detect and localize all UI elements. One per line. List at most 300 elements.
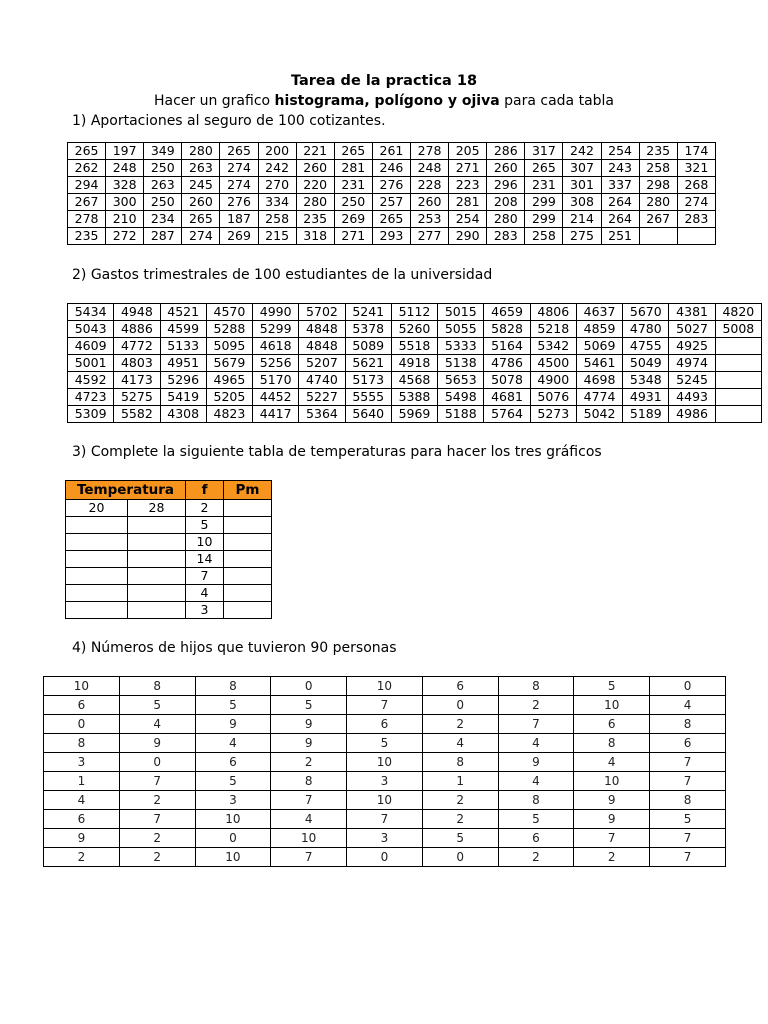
table-cell: 281	[334, 160, 372, 177]
table-cell	[128, 517, 186, 534]
table-cell: 271	[449, 160, 487, 177]
table-cell: 260	[487, 160, 525, 177]
table-cell: 269	[220, 228, 258, 245]
table-cell: 274	[677, 194, 715, 211]
table-row	[68, 321, 762, 338]
table-row	[68, 160, 716, 177]
table-cell: 5299	[253, 321, 299, 338]
table-cell: 5	[422, 829, 498, 848]
table-cell: 5364	[299, 406, 345, 423]
table-cell	[128, 551, 186, 568]
table-cell	[224, 602, 272, 619]
table-cell: 264	[601, 194, 639, 211]
table-row	[66, 500, 272, 517]
table-cell: 231	[334, 177, 372, 194]
table-cell: 4659	[484, 304, 530, 321]
table-cell: 5	[347, 734, 423, 753]
table-cell: 2	[422, 715, 498, 734]
table-cell: 334	[258, 194, 296, 211]
table-cell: 4	[650, 696, 726, 715]
table-cell: 5043	[68, 321, 114, 338]
table-cell	[224, 534, 272, 551]
table-cell: 293	[372, 228, 410, 245]
table-cell: 5049	[623, 355, 669, 372]
table-cell: 7	[650, 753, 726, 772]
table-cell: 5205	[206, 389, 252, 406]
table-row	[66, 602, 272, 619]
table-row	[68, 211, 716, 228]
table-cell: 4886	[114, 321, 160, 338]
table-row	[66, 585, 272, 602]
table-cell: 10	[271, 829, 347, 848]
table-cell: 318	[296, 228, 334, 245]
table-cell: 5245	[669, 372, 715, 389]
table-cell: 262	[68, 160, 106, 177]
table-cell: 2	[498, 848, 574, 867]
section1-table	[67, 142, 716, 245]
table-cell: 4618	[253, 338, 299, 355]
table-cell	[66, 551, 128, 568]
table-cell: 5419	[160, 389, 206, 406]
table-cell: 0	[347, 848, 423, 867]
table-cell: 6	[498, 829, 574, 848]
table-cell: 4974	[669, 355, 715, 372]
table-cell: 4698	[576, 372, 622, 389]
table-cell: 0	[271, 677, 347, 696]
table-cell: 5	[574, 677, 650, 696]
table-cell: 271	[334, 228, 372, 245]
table-cell: 2	[498, 696, 574, 715]
table-cell: 5164	[484, 338, 530, 355]
table-cell: 5138	[438, 355, 484, 372]
table-cell: 257	[372, 194, 410, 211]
table-cell: 10	[347, 791, 423, 810]
table-cell: 5388	[391, 389, 437, 406]
table-cell: 5309	[68, 406, 114, 423]
table-cell: 7	[650, 772, 726, 791]
table-cell: 243	[601, 160, 639, 177]
table-cell: 5076	[530, 389, 576, 406]
table-cell: 4948	[114, 304, 160, 321]
page-title: Tarea de la practica 18	[290, 73, 478, 89]
table-row	[68, 406, 762, 423]
table-cell: 9	[271, 715, 347, 734]
table-cell: 10	[574, 772, 650, 791]
table-cell: 4772	[114, 338, 160, 355]
table-cell: 269	[334, 211, 372, 228]
table-cell: 4173	[114, 372, 160, 389]
table-cell: 9	[498, 753, 574, 772]
table-cell: 283	[487, 228, 525, 245]
table-cell: 317	[525, 143, 563, 160]
page-subtitle	[0, 93, 768, 109]
table-row	[44, 829, 726, 848]
table-cell: 8	[498, 791, 574, 810]
section2-heading: 2) Gastos trimestrales de 100 estudiantes de la universidad	[72, 267, 493, 283]
table-cell: 5582	[114, 406, 160, 423]
table-cell: 5055	[438, 321, 484, 338]
table-cell: 280	[296, 194, 334, 211]
table-row	[68, 194, 716, 211]
table-row	[66, 534, 272, 551]
table-cell: 5189	[623, 406, 669, 423]
table-cell: 337	[601, 177, 639, 194]
table-cell: 5348	[623, 372, 669, 389]
table-cell: 205	[449, 143, 487, 160]
table-cell	[128, 585, 186, 602]
table-row	[68, 177, 716, 194]
table-cell: 3	[44, 753, 120, 772]
table-cell: 0	[422, 848, 498, 867]
table-cell: 2	[422, 810, 498, 829]
table-cell: 5	[271, 696, 347, 715]
table-cell: 275	[563, 228, 601, 245]
table-cell: 10	[195, 848, 271, 867]
table-cell	[66, 534, 128, 551]
table-cell: 28	[128, 500, 186, 517]
table-cell: 187	[220, 211, 258, 228]
table-cell: 251	[601, 228, 639, 245]
table-cell: 4	[119, 715, 195, 734]
section4-table	[43, 676, 726, 867]
table-cell	[224, 568, 272, 585]
table-cell: 9	[271, 734, 347, 753]
table-cell: 4417	[253, 406, 299, 423]
table-cell: 0	[195, 829, 271, 848]
table-cell: 4500	[530, 355, 576, 372]
table-cell: 5969	[391, 406, 437, 423]
table-cell: 5027	[669, 321, 715, 338]
table-cell: 5173	[345, 372, 391, 389]
table-cell: 4774	[576, 389, 622, 406]
table-cell: 20	[66, 500, 128, 517]
table-cell: 5089	[345, 338, 391, 355]
table-cell: 9	[195, 715, 271, 734]
table-cell: 9	[574, 810, 650, 829]
table-cell: 277	[410, 228, 448, 245]
table-cell: 5015	[438, 304, 484, 321]
table-cell: 248	[106, 160, 144, 177]
table-cell: 2	[119, 848, 195, 867]
table-cell: 5555	[345, 389, 391, 406]
table-cell: 300	[106, 194, 144, 211]
table-row	[66, 551, 272, 568]
table-cell: 5288	[206, 321, 252, 338]
table-cell: 6	[44, 696, 120, 715]
table-cell: 4381	[669, 304, 715, 321]
table-cell: 3	[186, 602, 224, 619]
table-cell	[715, 355, 761, 372]
table-cell: 8	[574, 734, 650, 753]
table-cell: 9	[44, 829, 120, 848]
table-cell	[715, 406, 761, 423]
table-cell	[128, 534, 186, 551]
table-cell: 4848	[299, 338, 345, 355]
table-cell: 258	[639, 160, 677, 177]
table-cell: 4806	[530, 304, 576, 321]
table-cell: 8	[271, 772, 347, 791]
table-cell: 0	[650, 677, 726, 696]
table-row	[68, 304, 762, 321]
table-cell: 5679	[206, 355, 252, 372]
table-cell	[715, 372, 761, 389]
table-cell: 4900	[530, 372, 576, 389]
col-temperatura-header: Temperatura	[66, 481, 186, 500]
table-cell: 299	[525, 194, 563, 211]
table-cell: 260	[296, 160, 334, 177]
table-cell: 5207	[299, 355, 345, 372]
table-cell: 5670	[623, 304, 669, 321]
table-cell: 6	[347, 715, 423, 734]
table-cell: 4	[498, 734, 574, 753]
table-cell: 4	[186, 585, 224, 602]
table-cell: 307	[563, 160, 601, 177]
section4-heading: 4) Números de hijos que tuvieron 90 personas	[72, 640, 397, 656]
table-cell: 4723	[68, 389, 114, 406]
table-cell: 4820	[715, 304, 761, 321]
table-cell: 245	[182, 177, 220, 194]
table-cell	[224, 551, 272, 568]
table-cell: 174	[677, 143, 715, 160]
table-cell: 248	[410, 160, 448, 177]
table-cell	[224, 500, 272, 517]
table-cell	[639, 228, 677, 245]
table-row	[44, 753, 726, 772]
table-cell: 5256	[253, 355, 299, 372]
table-cell	[66, 517, 128, 534]
col-f-header: f	[186, 481, 224, 500]
table-cell: 265	[220, 143, 258, 160]
table-cell: 4308	[160, 406, 206, 423]
table-cell: 276	[220, 194, 258, 211]
table-cell: 6	[195, 753, 271, 772]
table-cell: 10	[195, 810, 271, 829]
table-cell: 8	[650, 715, 726, 734]
table-cell: 8	[650, 791, 726, 810]
subtitle-prefix: Hacer un grafico	[153, 93, 275, 109]
table-cell: 7	[186, 568, 224, 585]
table-cell: 7	[119, 810, 195, 829]
table-cell: 208	[487, 194, 525, 211]
table-cell: 5133	[160, 338, 206, 355]
table-cell: 276	[372, 177, 410, 194]
table-cell: 274	[220, 160, 258, 177]
table-cell: 7	[347, 696, 423, 715]
table-cell: 280	[182, 143, 220, 160]
table-cell: 4521	[160, 304, 206, 321]
table-cell: 4780	[623, 321, 669, 338]
table-cell: 270	[258, 177, 296, 194]
table-cell	[715, 338, 761, 355]
table-cell	[224, 517, 272, 534]
section2-table	[67, 303, 762, 423]
table-cell: 281	[449, 194, 487, 211]
table-cell: 4	[574, 753, 650, 772]
table-cell: 4452	[253, 389, 299, 406]
table-cell: 5378	[345, 321, 391, 338]
table-cell: 250	[334, 194, 372, 211]
table-cell: 4951	[160, 355, 206, 372]
table-cell: 5702	[299, 304, 345, 321]
table-cell: 2	[422, 791, 498, 810]
subtitle-bold: histograma, polígono y ojiva	[274, 93, 500, 109]
table-cell: 265	[68, 143, 106, 160]
table-cell: 7	[650, 829, 726, 848]
table-cell: 4755	[623, 338, 669, 355]
table-cell: 3	[195, 791, 271, 810]
table-cell	[66, 568, 128, 585]
table-cell: 6	[422, 677, 498, 696]
table-cell: 5342	[530, 338, 576, 355]
table-cell: 7	[574, 829, 650, 848]
table-cell: 3	[347, 772, 423, 791]
table-cell: 234	[144, 211, 182, 228]
table-cell: 220	[296, 177, 334, 194]
table-cell: 5241	[345, 304, 391, 321]
table-cell: 242	[258, 160, 296, 177]
table-cell: 8	[498, 677, 574, 696]
table-cell: 254	[601, 143, 639, 160]
table-cell: 5095	[206, 338, 252, 355]
table-cell: 235	[68, 228, 106, 245]
table-cell: 296	[487, 177, 525, 194]
table-cell: 5260	[391, 321, 437, 338]
table-cell: 5	[650, 810, 726, 829]
table-cell: 200	[258, 143, 296, 160]
table-cell: 4592	[68, 372, 114, 389]
table-cell: 258	[525, 228, 563, 245]
table-cell: 8	[195, 677, 271, 696]
table-cell: 7	[650, 848, 726, 867]
table-cell: 10	[44, 677, 120, 696]
table-cell: 8	[44, 734, 120, 753]
table-cell: 5	[195, 696, 271, 715]
section1-heading: 1) Aportaciones al seguro de 100 cotizantes.	[72, 113, 386, 129]
table-cell: 235	[639, 143, 677, 160]
table-cell: 231	[525, 177, 563, 194]
table-cell: 4965	[206, 372, 252, 389]
table-cell	[715, 389, 761, 406]
table-cell: 6	[44, 810, 120, 829]
table-cell: 2	[271, 753, 347, 772]
table-cell: 4925	[669, 338, 715, 355]
table-cell: 254	[449, 211, 487, 228]
table-cell: 5112	[391, 304, 437, 321]
table-cell: 4990	[253, 304, 299, 321]
table-cell: 265	[182, 211, 220, 228]
table-cell: 5218	[530, 321, 576, 338]
table-cell: 0	[422, 696, 498, 715]
table-cell: 5518	[391, 338, 437, 355]
table-row	[44, 791, 726, 810]
table-cell: 267	[639, 211, 677, 228]
table-cell: 5	[498, 810, 574, 829]
table-cell: 4568	[391, 372, 437, 389]
table-cell: 4848	[299, 321, 345, 338]
table-cell: 6	[650, 734, 726, 753]
table-cell: 265	[372, 211, 410, 228]
table-cell: 5296	[160, 372, 206, 389]
table-cell: 280	[487, 211, 525, 228]
table-cell: 8	[422, 753, 498, 772]
table-cell: 260	[182, 194, 220, 211]
table-cell: 2	[186, 500, 224, 517]
table-cell: 2	[44, 848, 120, 867]
table-cell: 5461	[576, 355, 622, 372]
table-cell: 4681	[484, 389, 530, 406]
section3-table	[65, 480, 272, 619]
table-cell: 4986	[669, 406, 715, 423]
table-cell: 10	[186, 534, 224, 551]
table-cell: 246	[372, 160, 410, 177]
table-cell: 294	[68, 177, 106, 194]
table-cell: 261	[372, 143, 410, 160]
table-cell: 5008	[715, 321, 761, 338]
table-cell: 4918	[391, 355, 437, 372]
table-cell: 4	[44, 791, 120, 810]
table-cell: 4637	[576, 304, 622, 321]
table-cell: 264	[601, 211, 639, 228]
table-cell: 4599	[160, 321, 206, 338]
table-cell: 5621	[345, 355, 391, 372]
table-cell: 4	[271, 810, 347, 829]
table-cell: 2	[574, 848, 650, 867]
table-cell	[128, 602, 186, 619]
table-cell: 5498	[438, 389, 484, 406]
table-cell: 8	[119, 677, 195, 696]
table-cell: 5640	[345, 406, 391, 423]
table-cell: 221	[296, 143, 334, 160]
table-cell: 2	[119, 829, 195, 848]
table-cell	[66, 585, 128, 602]
table-cell: 1	[422, 772, 498, 791]
table-cell: 299	[525, 211, 563, 228]
table-cell: 5	[186, 517, 224, 534]
table-cell: 215	[258, 228, 296, 245]
table-row	[66, 568, 272, 585]
table-cell: 349	[144, 143, 182, 160]
table-row	[44, 715, 726, 734]
table-cell: 5333	[438, 338, 484, 355]
table-cell: 278	[410, 143, 448, 160]
table-row	[44, 696, 726, 715]
table-cell: 268	[677, 177, 715, 194]
table-cell: 4	[498, 772, 574, 791]
table-cell: 7	[347, 810, 423, 829]
table-cell: 5273	[530, 406, 576, 423]
section3-heading: 3) Complete la siguiente tabla de temperaturas para hacer los tres gráficos	[72, 444, 602, 460]
table-cell: 308	[563, 194, 601, 211]
table-cell: 287	[144, 228, 182, 245]
table-row	[44, 677, 726, 696]
table-cell: 5227	[299, 389, 345, 406]
table-cell: 5069	[576, 338, 622, 355]
table-cell: 260	[410, 194, 448, 211]
table-cell	[66, 602, 128, 619]
table-cell: 290	[449, 228, 487, 245]
table-cell: 7	[498, 715, 574, 734]
table-cell: 4859	[576, 321, 622, 338]
table-row	[66, 517, 272, 534]
table-cell: 4931	[623, 389, 669, 406]
table-cell	[224, 585, 272, 602]
table-cell: 5001	[68, 355, 114, 372]
table-cell: 0	[119, 753, 195, 772]
table-cell: 10	[347, 753, 423, 772]
table-cell: 10	[574, 696, 650, 715]
table-cell: 4609	[68, 338, 114, 355]
table-cell: 301	[563, 177, 601, 194]
